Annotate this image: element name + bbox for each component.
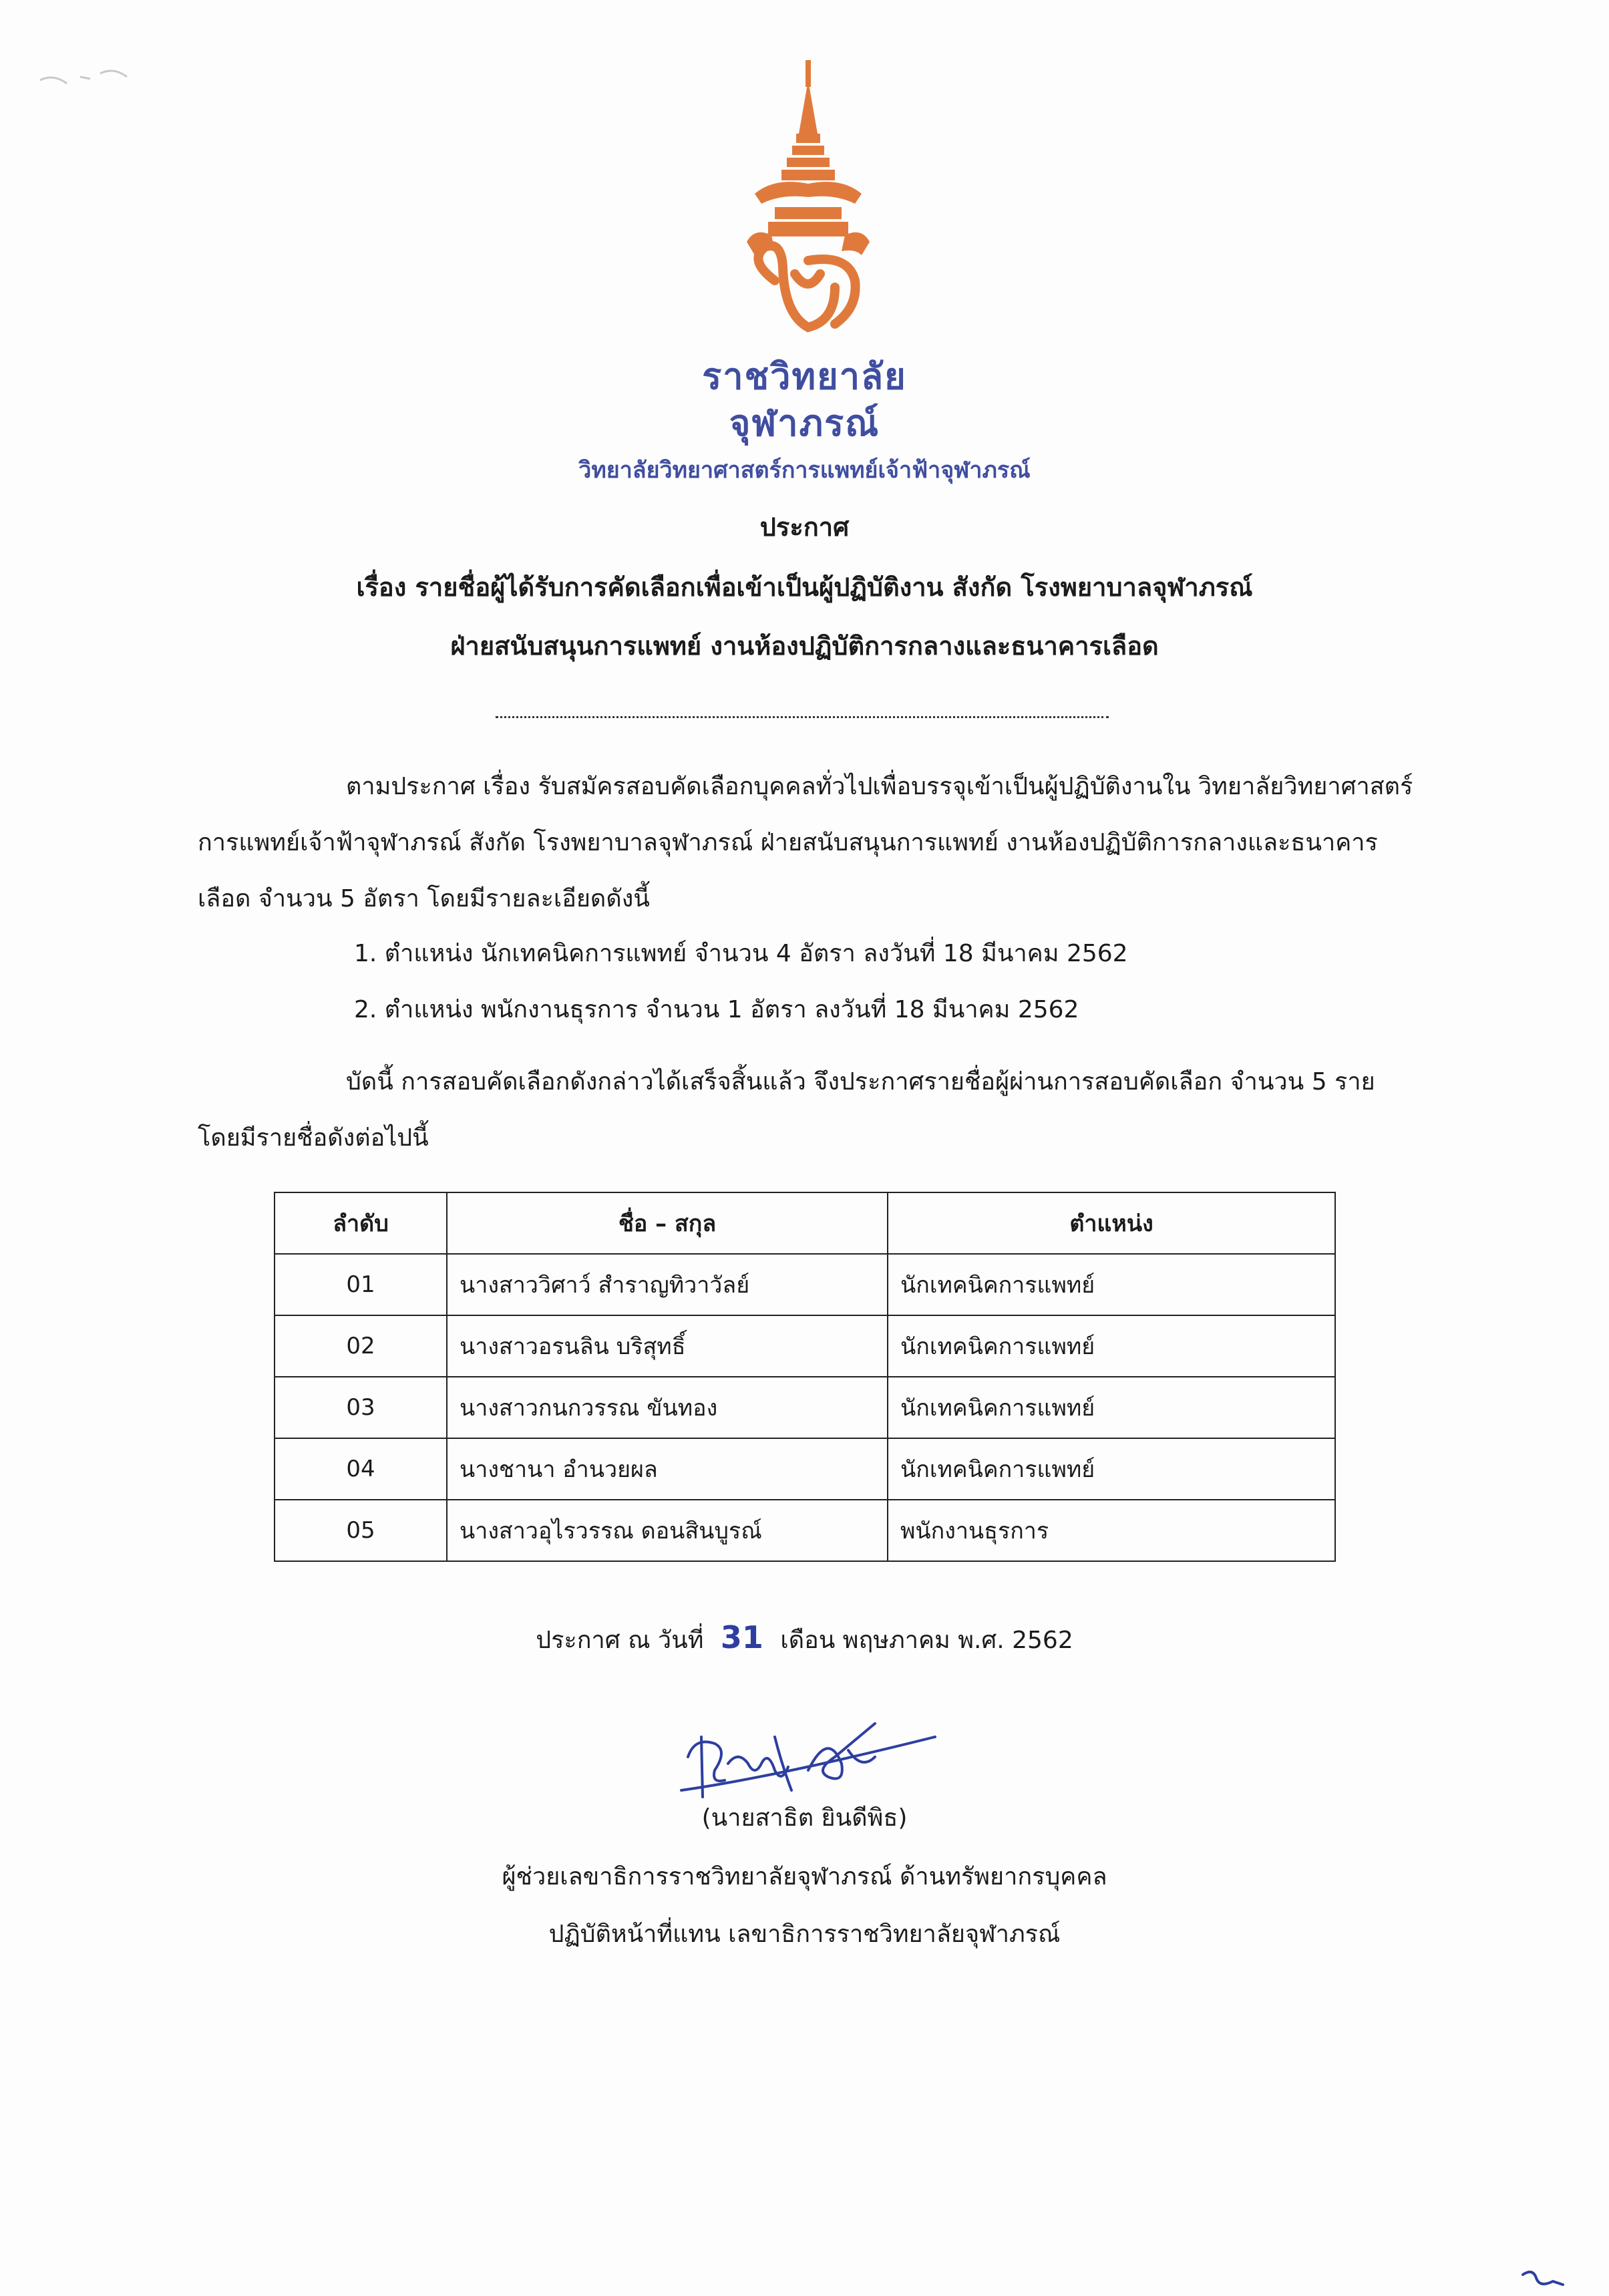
body-paragraph-1-text: ตามประกาศ เรื่อง รับสมัครสอบคัดเลือกบุคคลทั่วไปเพื่อบรรจุเข้าเป็นผู้ปฏิบัติงานใน วิทยาลัยวิทยาศาสตร์การแพทย์เจ้าฟ้าจุฬาภรณ์ สังกัด โรงพยาบาลจุฬาภรณ์ ฝ่ายสนับสนุนการแพทย์ งานห้องปฏิบัติการกลางและธนาคารเลือด จำนวน 5 อัตรา โดยมีรายละเอียดดังนี้ [198,773,1413,913]
table-row [275,1500,1335,1561]
signatory-title-line2: ปฏิบัติหน้าที่แทน เลขาธิการราชวิทยาลัยจุฬาภรณ์ [548,1921,1061,1948]
row-order: 02 [275,1315,447,1377]
date-suffix: เดือน พฤษภาคม พ.ศ. 2562 [780,1627,1073,1654]
header-order: ลำดับ [275,1192,447,1254]
row-order: 03 [275,1377,447,1438]
row-position: นักเทคนิคการแพทย์ [888,1254,1335,1315]
row-order: 04 [275,1438,447,1500]
college-emblem-icon [735,60,882,341]
date-prefix: ประกาศ ณ วันที่ [536,1627,704,1654]
college-name: วิทยาลัยวิทยาศาสตร์การแพทย์เจ้าฟ้าจุฬาภรณ์ [578,457,1031,484]
organization-name-line1: ราชวิทยาลัย [702,355,907,397]
table-row [275,1254,1335,1315]
row-full-name: นางสาวกนกวรรณ ขันทอง [447,1377,888,1438]
row-full-name: นางสาววิศาว์ สำราญทิวาวัลย์ [447,1254,888,1315]
row-full-name: นางสาวอรนลิน บริสุทธิ์ [447,1315,888,1377]
body-paragraph-2 [198,1054,1420,1166]
selected-candidates-table [274,1192,1336,1562]
row-full-name: นางสาวอุไรวรรณ ดอนสินบูรณ์ [447,1500,888,1561]
row-full-name: นางชานา อำนวยผล [447,1438,888,1500]
announcement-subject-line1: เรื่อง รายชื่อผู้ได้รับการคัดเลือกเพื่อเข้าเป็นผู้ปฏิบัติงาน สังกัด โรงพยาบาลจุฬาภรณ์ [356,572,1253,602]
scan-smudge [27,53,160,100]
announcement-heading: ประกาศ [759,512,850,542]
dotted-divider [496,716,1109,718]
announcement-date [0,1619,1609,1659]
row-position: นักเทคนิคการแพทย์ [888,1377,1335,1438]
row-order: 05 [275,1500,447,1561]
position-item-2: 2. ตำแหน่ง พนักงานธุรการ จำนวน 1 อัตรา ลงวันที่ 18 มีนาคม 2562 [354,996,1079,1023]
date-day-handwritten: 31 [720,1619,763,1655]
body-paragraph-1 [198,759,1420,927]
pen-mark-icon [1516,2265,1570,2291]
organization-name-line2: จุฬาภรณ์ [729,402,880,444]
row-position: พนักงานธุรการ [888,1500,1335,1561]
row-order: 01 [275,1254,447,1315]
row-position: นักเทคนิคการแพทย์ [888,1438,1335,1500]
row-position: นักเทคนิคการแพทย์ [888,1315,1335,1377]
header-position: ตำแหน่ง [888,1192,1335,1254]
position-item-1: 1. ตำแหน่ง นักเทคนิคการแพทย์ จำนวน 4 อัตรา ลงวันที่ 18 มีนาคม 2562 [354,940,1128,967]
table-row [275,1377,1335,1438]
header-full-name: ชื่อ – สกุล [447,1192,888,1254]
table-row [275,1315,1335,1377]
table-row [275,1438,1335,1500]
body-paragraph-2-text: บัดนี้ การสอบคัดเลือกดังกล่าวได้เสร็จสิ้นแล้ว จึงประกาศรายชื่อผู้ผ่านการสอบคัดเลือก จำนวน 5 ราย โดยมีรายชื่อดังต่อไปนี้ [198,1068,1375,1152]
announcement-subject-line2: ฝ่ายสนับสนุนการแพทย์ งานห้องปฏิบัติการกลางและธนาคารเลือด [450,631,1159,661]
signatory-name: (นายสาธิต ยินดีพิธ) [701,1804,908,1832]
signatory-title-line1: ผู้ช่วยเลขาธิการราชวิทยาลัยจุฬาภรณ์ ด้านทรัพยากรบุคคล [502,1863,1107,1891]
table-header-row [275,1192,1335,1254]
